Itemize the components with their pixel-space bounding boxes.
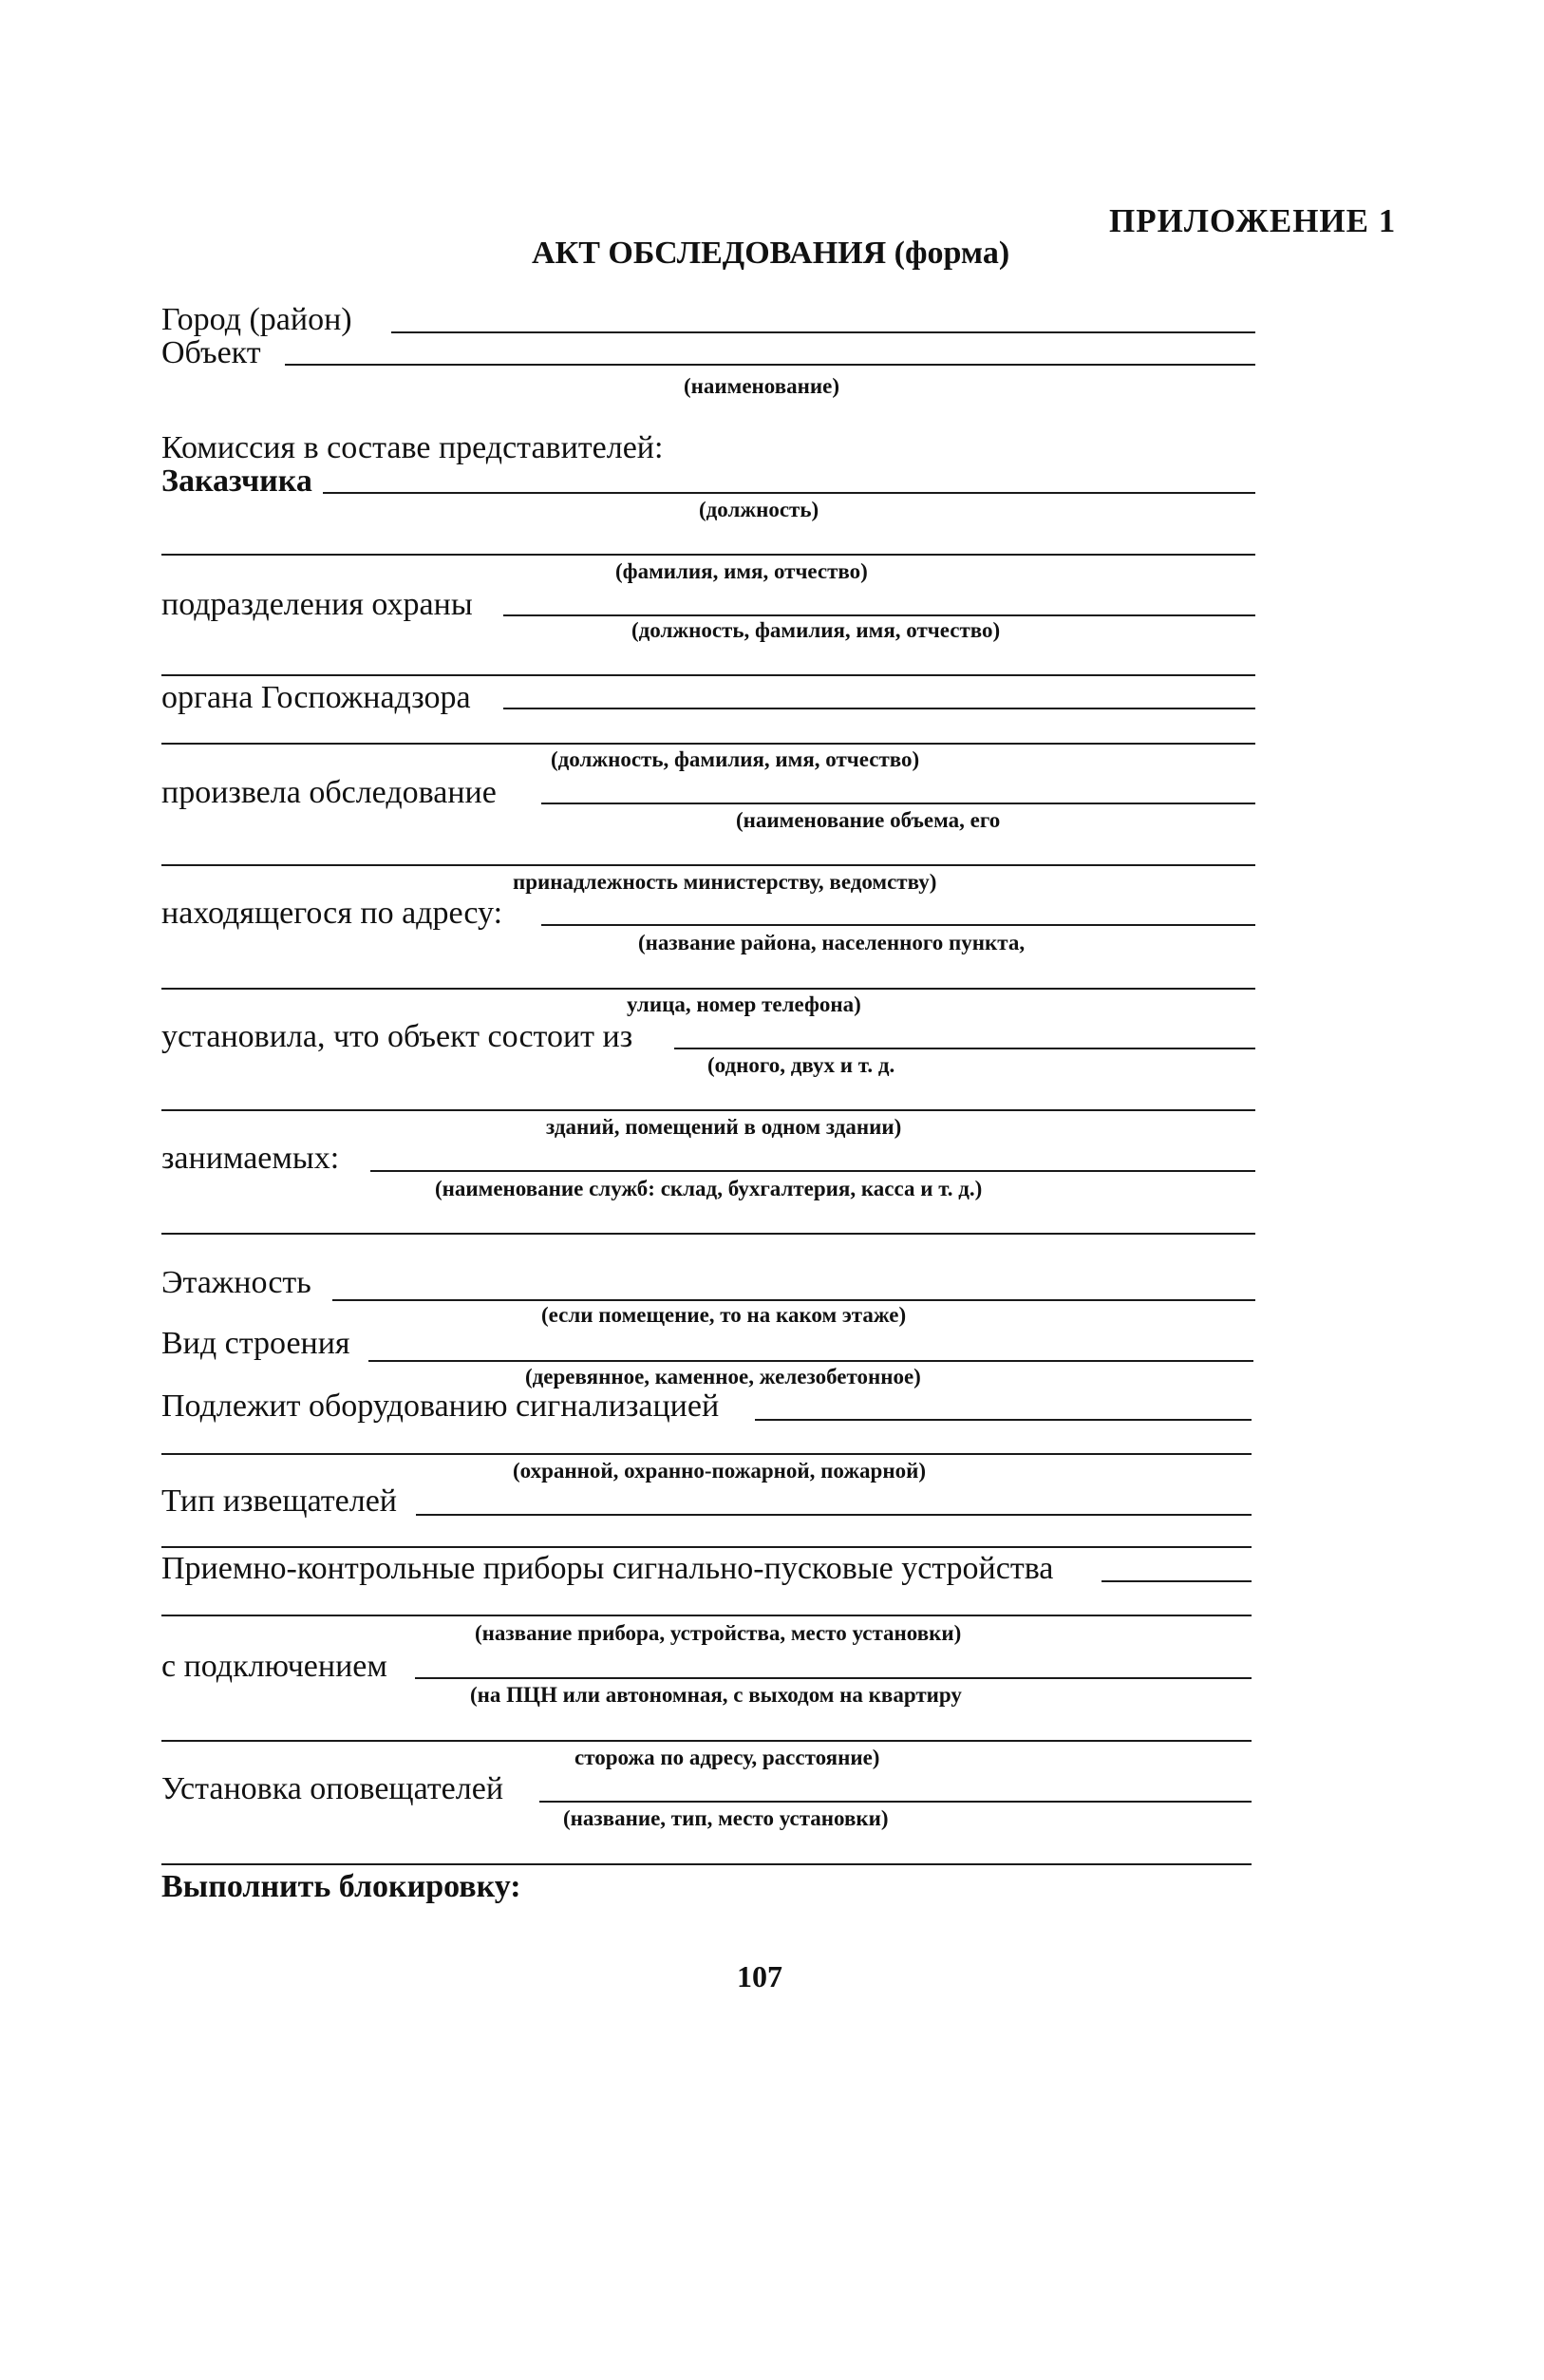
hint-device-name: (название прибора, устройства, место установки) <box>475 1621 962 1645</box>
hint-watchman: сторожа по адресу, расстояние) <box>574 1746 880 1769</box>
field-detector-type-2[interactable] <box>161 1546 1252 1548</box>
field-address[interactable] <box>541 924 1255 926</box>
hint-full-name: (фамилия, имя, отчество) <box>615 559 868 583</box>
hint-notifier-name: (название, тип, место установки) <box>563 1806 889 1830</box>
label-floors: Этажность <box>161 1265 311 1300</box>
field-surveyed-2[interactable] <box>161 864 1255 866</box>
hint-position-full-name-1: (должность, фамилия, имя, отчество) <box>631 618 1001 642</box>
hint-count: (одного, двух и т. д. <box>707 1053 895 1077</box>
label-surveyed: произвела обследование <box>161 775 497 810</box>
label-notifiers: Установка оповещателей <box>161 1771 504 1806</box>
field-connection-2[interactable] <box>161 1740 1252 1742</box>
label-object: Объект <box>161 335 261 370</box>
field-building-type[interactable] <box>368 1360 1253 1362</box>
hint-alarm-kind: (охранной, охранно-пожарной, пожарной) <box>513 1459 926 1483</box>
field-surveyed[interactable] <box>541 803 1255 804</box>
field-city[interactable] <box>391 331 1255 333</box>
document-title: АКТ ОБСЛЕДОВАНИЯ (форма) <box>532 236 1010 271</box>
label-occupied: занимаемых: <box>161 1141 340 1176</box>
hint-position-full-name-2: (должность, фамилия, имя, отчество) <box>551 747 920 771</box>
hint-position: (должность) <box>699 498 819 521</box>
field-security-unit[interactable] <box>503 614 1255 616</box>
field-consists-of-2[interactable] <box>161 1109 1255 1111</box>
appendix-heading: ПРИЛОЖЕНИЕ 1 <box>1109 202 1397 239</box>
label-alarm-equipment: Подлежит оборудованию сигнализацией <box>161 1388 720 1424</box>
field-occupied[interactable] <box>370 1170 1255 1172</box>
field-fire-authority[interactable] <box>503 708 1255 709</box>
field-customer-position[interactable] <box>323 492 1255 494</box>
hint-ministry: принадлежность министерству, ведомству) <box>513 870 937 894</box>
hint-pcn: (на ПЦН или автономная, с выходом на квартиру <box>470 1683 962 1707</box>
page-number: 107 <box>737 1959 782 1993</box>
field-notifiers[interactable] <box>539 1801 1252 1803</box>
field-alarm-equipment[interactable] <box>755 1419 1252 1421</box>
hint-buildings: зданий, помещений в одном здании) <box>546 1115 902 1139</box>
hint-object-name: (наименование объема, его <box>736 808 1001 832</box>
field-address-2[interactable] <box>161 988 1255 990</box>
hint-floor: (если помещение, то на каком этаже) <box>541 1303 907 1327</box>
field-security-unit-2[interactable] <box>161 674 1255 676</box>
field-customer-name[interactable] <box>161 554 1255 556</box>
hint-services: (наименование служб: склад, бухгалтерия, касса и т. д.) <box>435 1177 983 1200</box>
field-object[interactable] <box>285 364 1255 366</box>
label-security-unit: подразделения охраны <box>161 587 473 622</box>
field-consists-of[interactable] <box>674 1048 1255 1049</box>
field-notifiers-2[interactable] <box>161 1863 1252 1865</box>
label-established: установила, что объект состоит из <box>161 1019 633 1054</box>
hint-name: (наименование) <box>684 374 840 398</box>
label-building-type: Вид строения <box>161 1326 350 1361</box>
field-connection[interactable] <box>415 1677 1252 1679</box>
field-control-devices[interactable] <box>1102 1580 1252 1582</box>
field-control-devices-2[interactable] <box>161 1615 1252 1616</box>
label-customer: Заказчика <box>161 463 312 499</box>
field-occupied-2[interactable] <box>161 1233 1255 1235</box>
label-fire-authority: органа Госпожнадзора <box>161 680 471 715</box>
hint-street: улица, номер телефона) <box>627 992 861 1016</box>
hint-district: (название района, населенного пункта, <box>638 931 1026 954</box>
label-located: находящегося по адресу: <box>161 896 503 931</box>
field-detector-type[interactable] <box>416 1514 1252 1516</box>
label-control-devices: Приемно-контрольные приборы сигнально-пусковые устройства <box>161 1551 1054 1586</box>
label-blocking: Выполнить блокировку: <box>161 1869 521 1904</box>
label-commission: Комиссия в составе представителей: <box>161 430 664 465</box>
field-alarm-equipment-2[interactable] <box>161 1453 1252 1455</box>
label-connection: с подключением <box>161 1649 387 1684</box>
label-city: Город (район) <box>161 302 352 337</box>
field-floors[interactable] <box>332 1299 1255 1301</box>
hint-material: (деревянное, каменное, железобетонное) <box>525 1365 921 1388</box>
field-fire-authority-2[interactable] <box>161 743 1255 745</box>
label-detector-type: Тип извещателей <box>161 1483 397 1519</box>
